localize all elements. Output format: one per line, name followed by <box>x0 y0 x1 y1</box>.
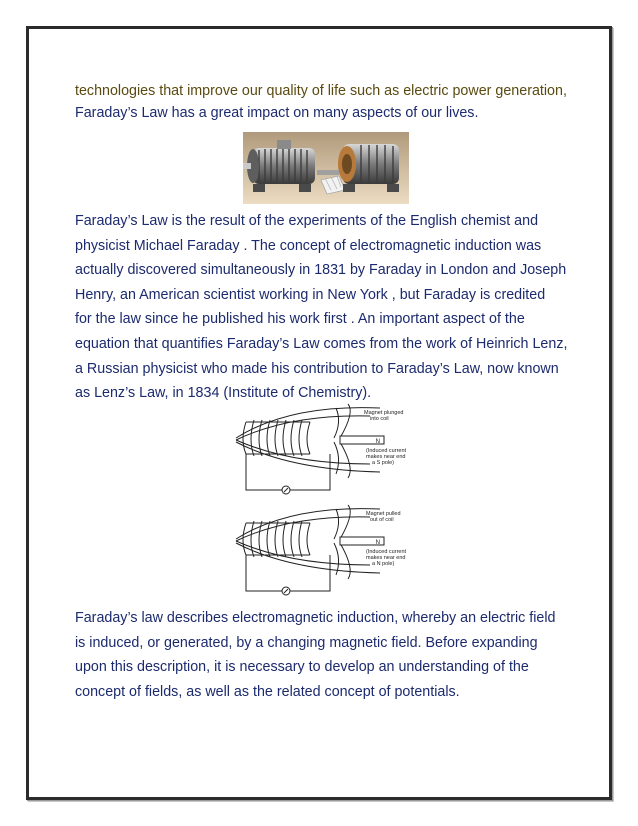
history-line: Faraday’s Law is the result of the experiments of the English chemist and <box>75 213 539 229</box>
fields-paragraph <box>75 606 565 704</box>
history-line: for the law since he published his work first . An important aspect of the <box>75 311 525 328</box>
coil-magnet-pulled-diagram <box>230 503 418 603</box>
fields-line: is induced, or generated, by a changing magnetic field. Before expanding <box>75 634 538 651</box>
intro-paragraph <box>75 80 565 124</box>
motion-caption: Magnet plunged into coil <box>364 410 404 422</box>
history-line: equation that quantifies Faraday’s Law comes from the work of Heinrich Lenz, <box>75 335 568 352</box>
magnet-pole-label: N <box>375 540 380 546</box>
induced-current-caption: (Induced current makes near end a N pole) <box>366 549 407 567</box>
history-line: a Russian physicist who made his contribution to Faraday’s Law, now known <box>75 360 559 377</box>
intro-line-1: technologies that improve our quality of life such as electric power generation, <box>75 83 567 99</box>
magnet-pole-label: N <box>375 439 380 445</box>
history-paragraph <box>75 209 568 406</box>
history-line: as Lenz’s Law, in 1834 (Institute of Chemistry). <box>75 385 372 402</box>
history-line: physicist Michael Faraday . The concept of electromagnetic induction was <box>75 237 542 254</box>
fields-line: Faraday’s law describes electromagnetic induction, whereby an electric field <box>75 610 556 626</box>
induced-current-caption: (Induced current makes near end a S pole) <box>366 448 407 466</box>
coil-magnet-plunged-diagram <box>230 402 418 502</box>
fields-line: upon this description, it is necessary to develop an understanding of the <box>75 659 529 676</box>
electric-motors-photo <box>243 132 409 204</box>
history-line: Henry, an American scientist working in New York , but Faraday is credited <box>75 286 546 303</box>
history-line: actually discovered simultaneously in 1831 by Faraday in London and Joseph <box>75 262 567 279</box>
fields-line: concept of fields, as well as the related concept of potentials. <box>75 683 460 700</box>
intro-line-2: Faraday’s Law has a great impact on many aspects of our lives. <box>75 105 479 121</box>
motion-caption: Magnet pulled out of coil <box>366 511 401 523</box>
